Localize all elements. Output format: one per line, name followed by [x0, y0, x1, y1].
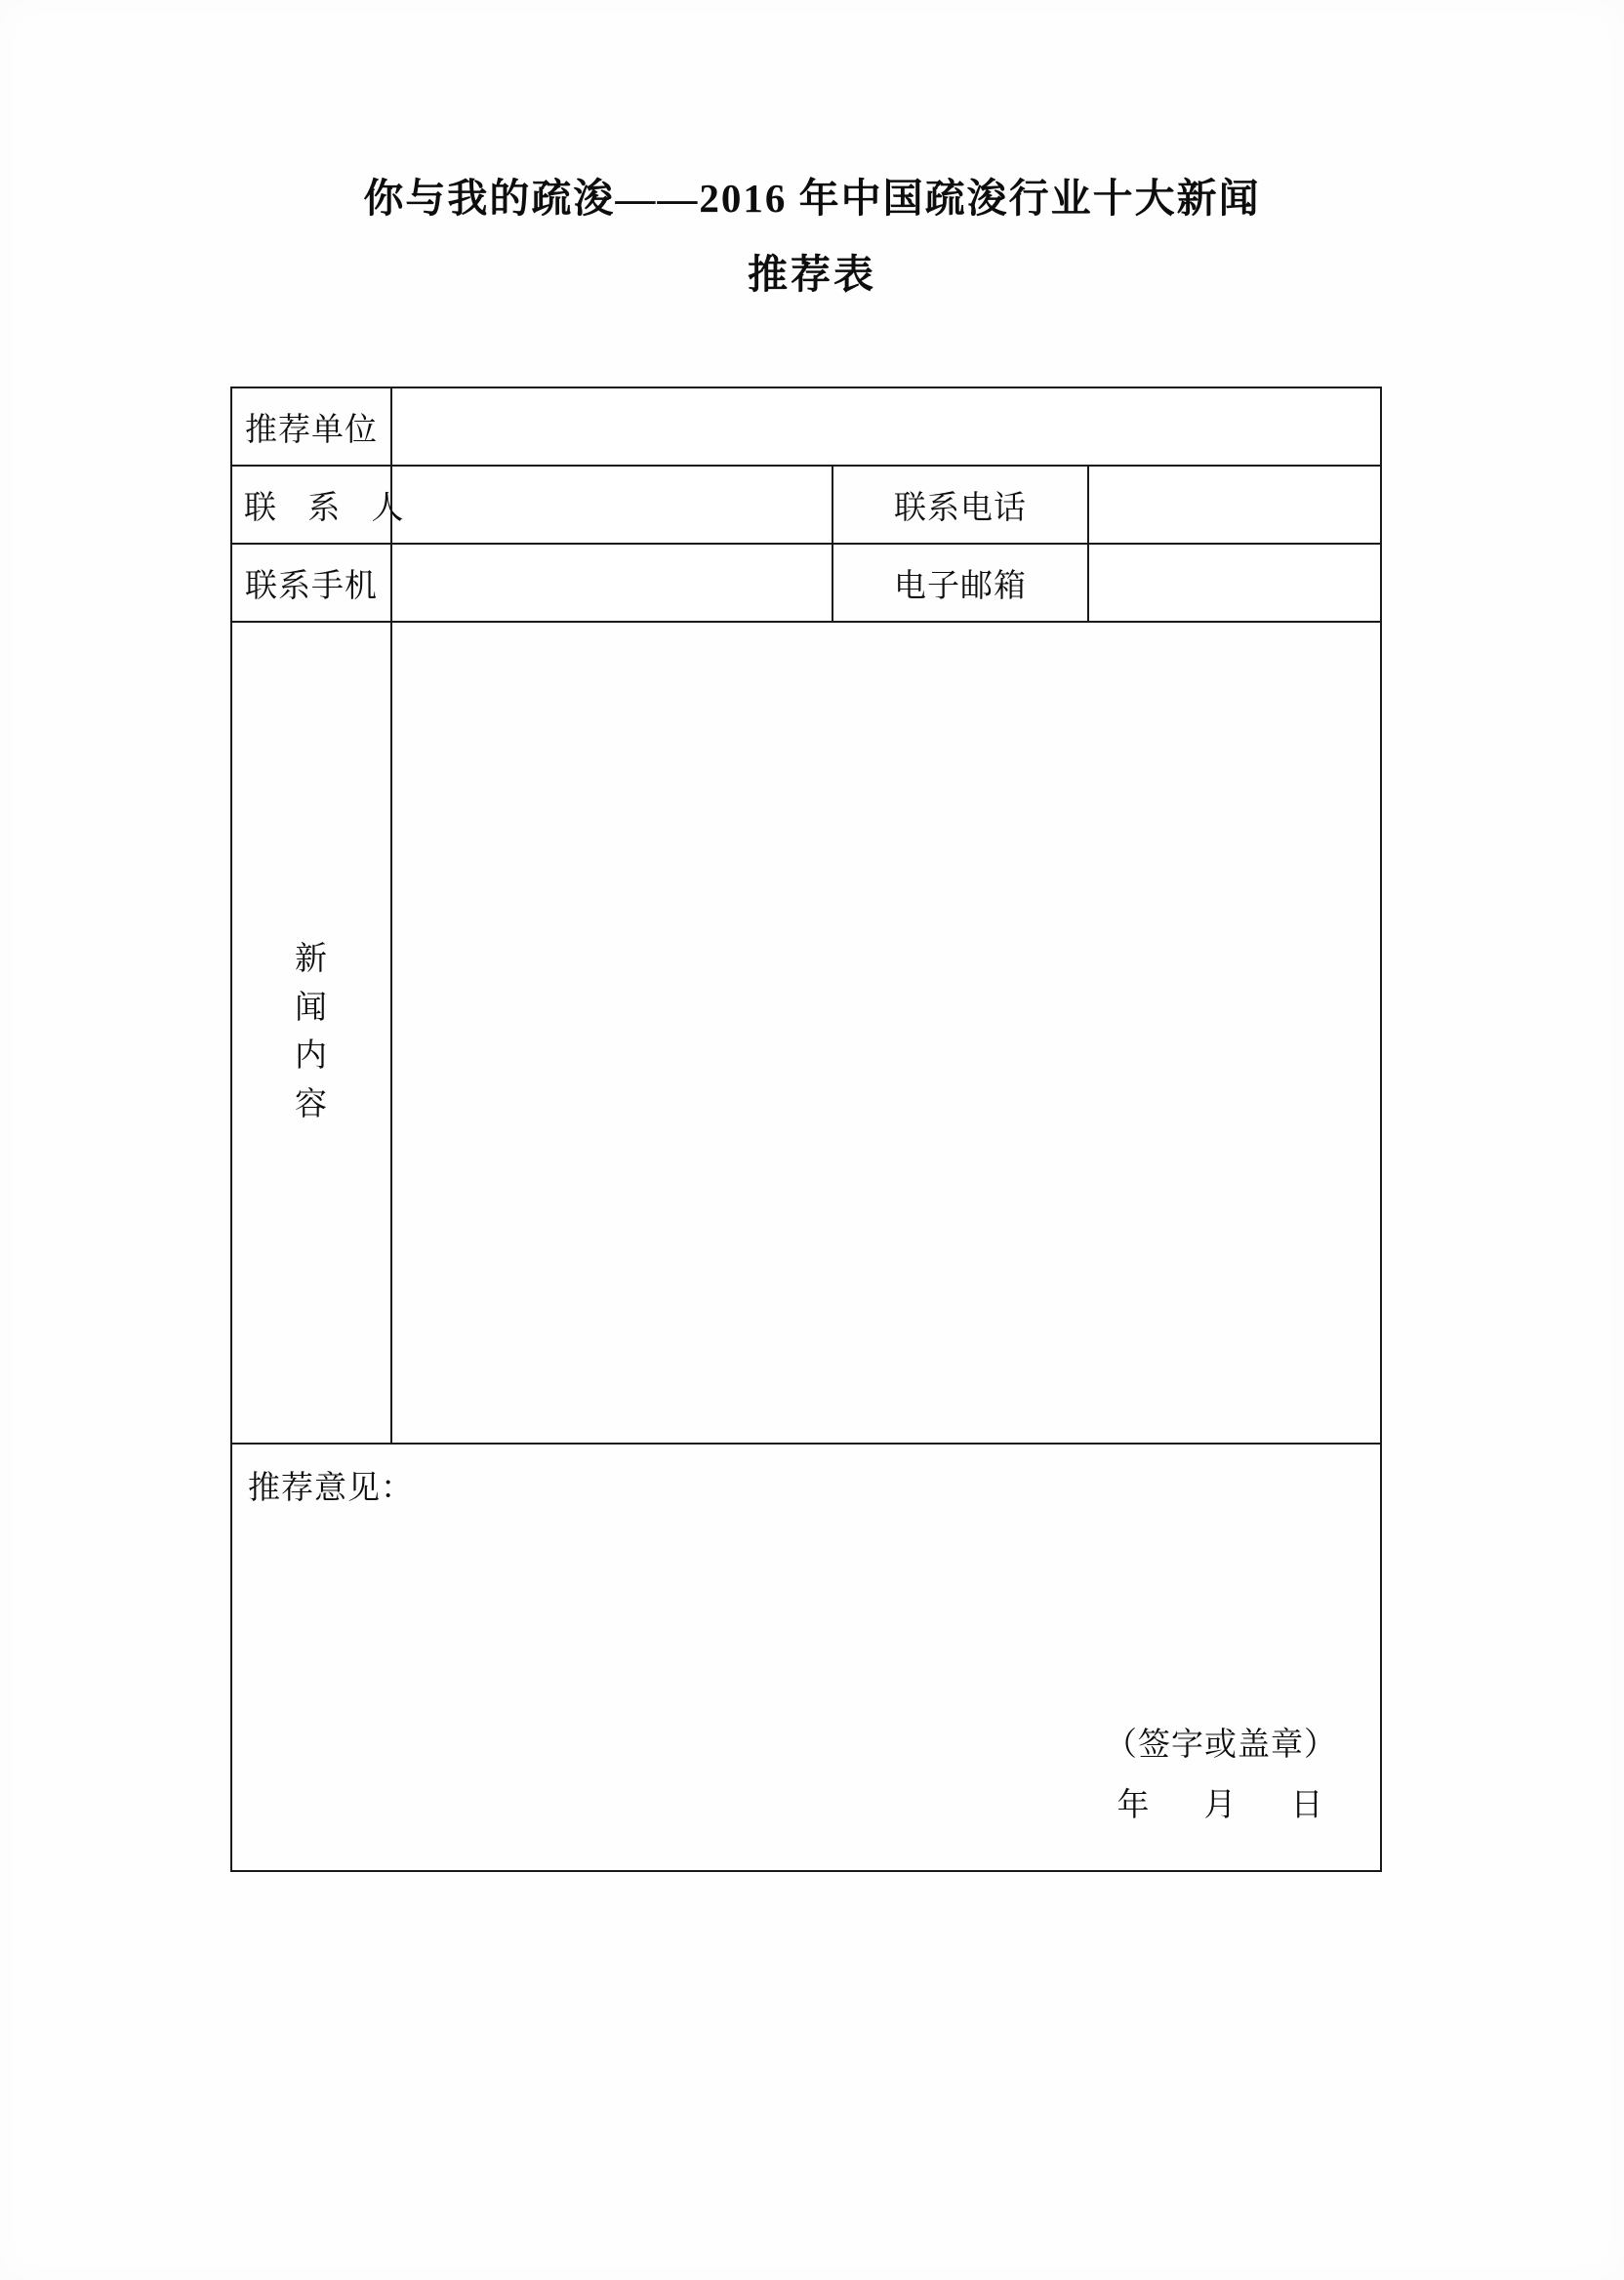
- recommendation-form-table: [230, 387, 1382, 1872]
- recommendation-opinion-cell[interactable]: [231, 1444, 1381, 1871]
- signature-block: [1105, 1715, 1337, 1837]
- recommending-unit-field[interactable]: [391, 387, 1381, 466]
- title-line-1: 你与我的疏浚——2016 年中国疏浚行业十大新闻: [363, 176, 1261, 221]
- recommendation-opinion-label: 推荐意见：: [248, 1471, 414, 1506]
- document-title: [0, 168, 1624, 305]
- email-label: 电子邮箱: [832, 544, 1088, 622]
- table-row-mobile-email: [231, 544, 1381, 622]
- table-row-contact: [231, 466, 1381, 544]
- news-content-label-char-1: 新: [295, 942, 328, 977]
- title-line-2: 推荐表: [748, 251, 876, 297]
- date-day-label: 日: [1290, 1788, 1325, 1824]
- recommending-unit-label: 推荐单位: [231, 387, 391, 466]
- contact-phone-label: 联系电话: [832, 466, 1088, 544]
- news-content-label: [231, 622, 391, 1444]
- contact-mobile-label: 联系手机: [231, 544, 391, 622]
- date-line: [1105, 1775, 1337, 1837]
- contact-person-field[interactable]: [391, 466, 832, 544]
- news-content-label-char-2: 闻: [295, 990, 328, 1026]
- table-row-news-content: [231, 622, 1381, 1444]
- signature-note: （签字或盖章）: [1105, 1727, 1337, 1763]
- table-row-recommendation-opinion: [231, 1444, 1381, 1871]
- contact-phone-field[interactable]: [1088, 466, 1381, 544]
- contact-person-label: 联 系 人: [231, 466, 391, 544]
- date-month-label: 月: [1203, 1788, 1238, 1824]
- news-content-field[interactable]: [391, 622, 1381, 1444]
- news-content-label-char-4: 容: [295, 1086, 328, 1122]
- contact-mobile-field[interactable]: [391, 544, 832, 622]
- news-content-label-char-3: 内: [295, 1038, 328, 1074]
- email-field[interactable]: [1088, 544, 1381, 622]
- date-year-label: 年: [1116, 1788, 1152, 1824]
- table-row-recommending-unit: [231, 387, 1381, 466]
